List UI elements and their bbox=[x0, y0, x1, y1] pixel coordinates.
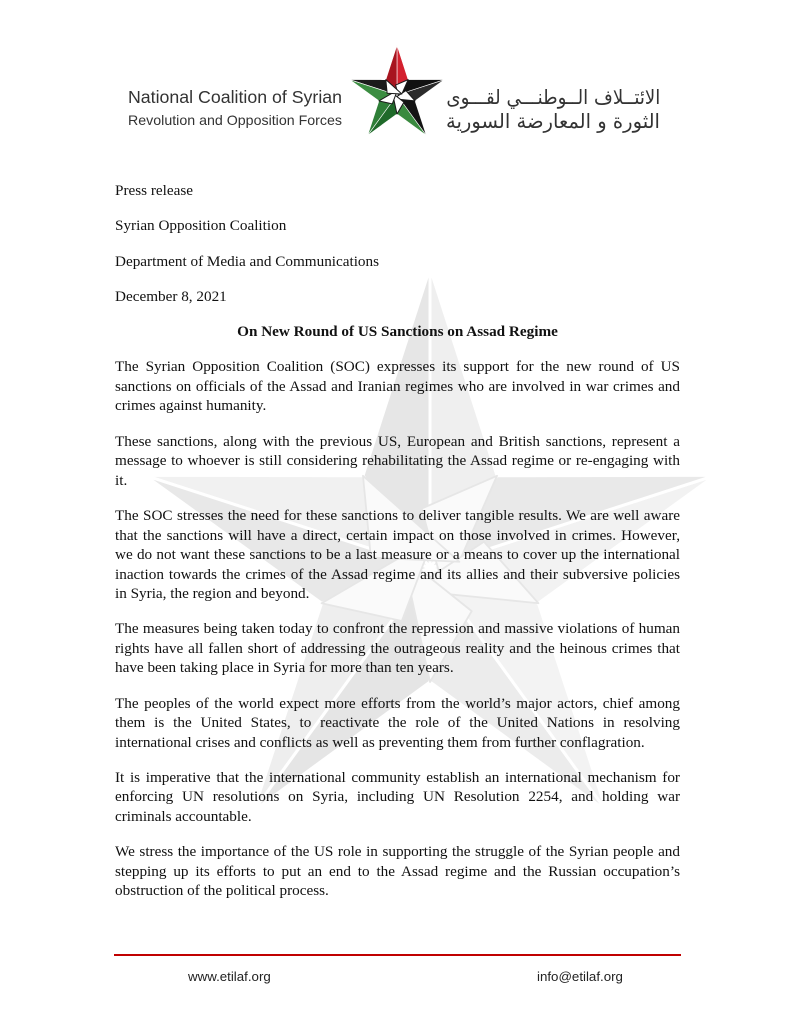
paragraph-line: The SOC stresses the need for these sanctions to deliver tangible results. We are well aware bbox=[115, 507, 680, 525]
paragraph-line: enforcing UN resolutions on Syria, including UN Resolution 2254, and holding war bbox=[115, 788, 680, 806]
body-paragraph bbox=[115, 842, 680, 901]
paragraph-line: we do not want these sanctions to be a last measure or a means to cover up the international bbox=[115, 546, 680, 564]
press-release-body bbox=[115, 181, 680, 917]
body-paragraph bbox=[115, 432, 680, 491]
paragraph-line: We stress the importance of the US role in supporting the struggle of the Syrian people and bbox=[115, 843, 680, 861]
paragraph-line: message to whoever is still considering rehabilitating the Assad regime or re-engaging with bbox=[115, 452, 680, 470]
document-title: On New Round of US Sanctions on Assad Regime bbox=[237, 323, 558, 341]
paragraph-line: have been taking place in Syria for more than ten years. bbox=[115, 659, 454, 677]
paragraph-line: The peoples of the world expect more efforts from the world’s major actors, chief among bbox=[115, 694, 680, 712]
footer-email-link[interactable]: info@etilaf.org bbox=[537, 969, 623, 984]
footer-rule bbox=[114, 954, 681, 956]
body-paragraph bbox=[115, 357, 680, 416]
paragraph-line: it. bbox=[115, 471, 128, 489]
paragraph-line: criminals accountable. bbox=[115, 807, 252, 825]
org-name-ar-line2 bbox=[446, 108, 660, 134]
org-name-ar-line1 bbox=[446, 84, 660, 110]
paragraph-line: The Syrian Opposition Coalition (SOC) expresses its support for the new round of US bbox=[115, 358, 680, 376]
paragraph-line: stepping up its efforts to put an end to the Assad regime and the Russian occupation’s bbox=[115, 862, 680, 880]
paragraph-line: inaction towards the crimes of the Assad regime and its allies and their subversive policies bbox=[115, 565, 680, 583]
paragraph-line: It is imperative that the international community establish an international mechanism for bbox=[115, 768, 680, 786]
paragraph-line: The measures being taken today to confront the repression and massive violations of human bbox=[115, 620, 680, 638]
paragraph-line: These sanctions, along with the previous US, European and British sanctions, represent a bbox=[115, 432, 680, 450]
paragraph-line: international crises and conflicts as well as preventing them from further conflagration. bbox=[115, 733, 645, 751]
org-name-ar-line1-text: الائتــلاف الــوطنـــي لقـــوى bbox=[446, 85, 660, 109]
organization-name: Syrian Opposition Coalition bbox=[115, 217, 287, 235]
department-name: Department of Media and Communications bbox=[115, 252, 380, 270]
paragraph-line: in Syria, the region and beyond. bbox=[115, 585, 310, 603]
body-paragraph bbox=[115, 768, 680, 827]
org-name-en-line1 bbox=[128, 86, 342, 108]
body-paragraph bbox=[115, 694, 680, 753]
paragraph-line: them is the United States, to reactivate the role of the United Nations in resolving bbox=[115, 714, 680, 732]
footer-website-link[interactable]: www.etilaf.org bbox=[188, 969, 271, 984]
press-release-label: Press release bbox=[115, 182, 194, 199]
paragraph-line: obstruction of the political process. bbox=[115, 882, 329, 900]
paragraph-line: sanctions on officials of the Assad and Iranian regimes who are involved in war crimes and bbox=[115, 377, 680, 395]
org-name-en-line2-text: Revolution and Opposition Forces bbox=[128, 112, 343, 128]
org-name-en-line2 bbox=[128, 111, 342, 129]
paragraph-line: rights have all fallen short of addressing the outrageous reality and the heinous crimes that bbox=[115, 639, 680, 657]
paragraph-line: that the sanctions will have a direct, certain impact on those involved in crimes. However, bbox=[115, 526, 680, 544]
org-name-ar-line2-text: الثورة و المعارضة السورية bbox=[446, 109, 660, 133]
body-paragraph bbox=[115, 506, 680, 604]
release-date: December 8, 2021 bbox=[115, 287, 227, 305]
body-paragraph bbox=[115, 619, 680, 678]
org-name-en-line1-text: National Coalition of Syrian bbox=[128, 87, 343, 107]
paragraph-line: crimes against humanity. bbox=[115, 397, 267, 415]
